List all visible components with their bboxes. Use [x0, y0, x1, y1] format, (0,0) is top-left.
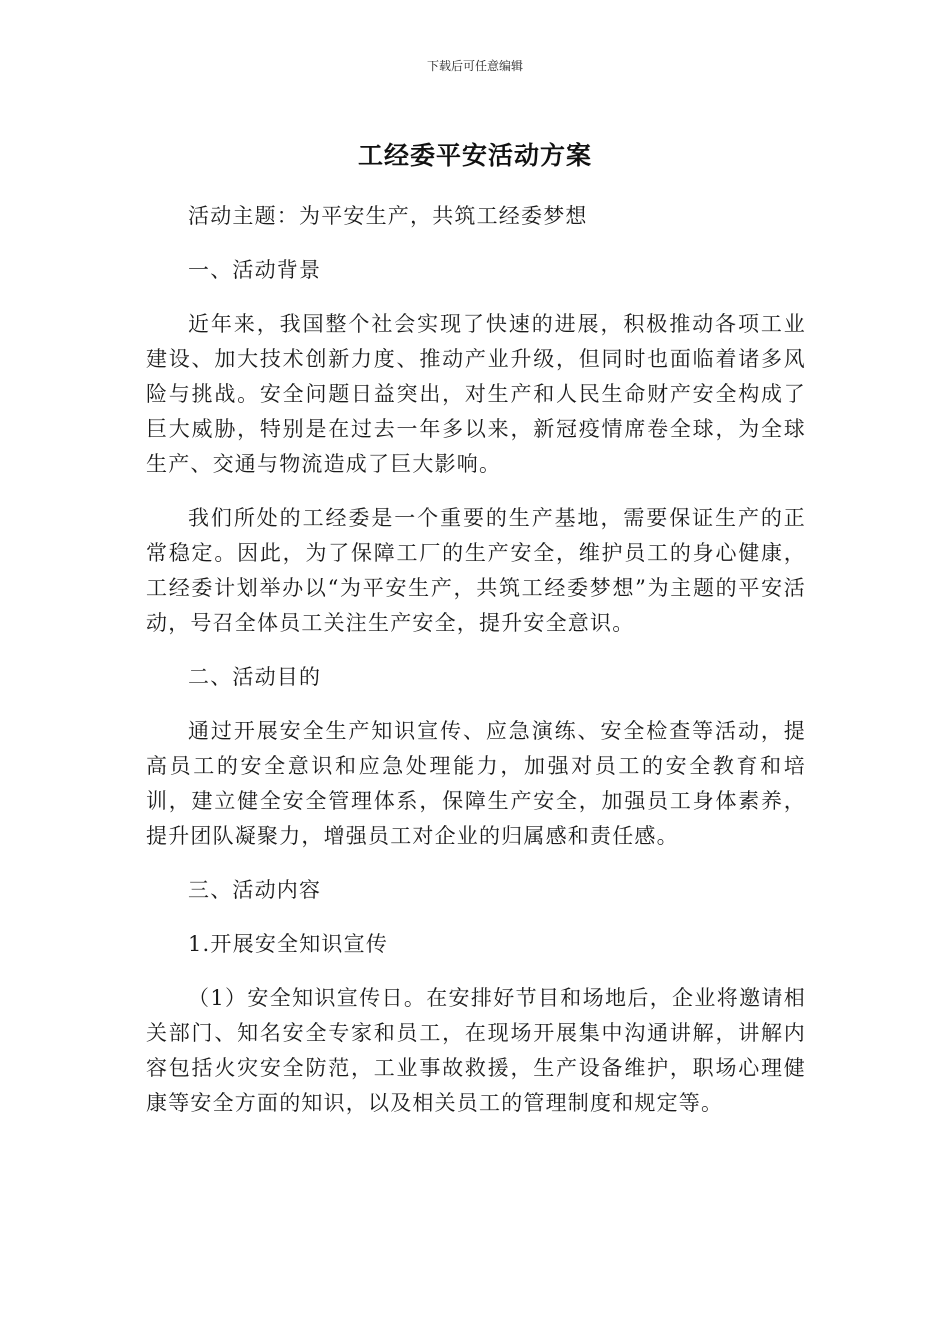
document-body [146, 199, 806, 1140]
section-heading-content: 三、活动内容 [188, 878, 322, 902]
paragraph-background-1: 近年来，我国整个社会实现了快速的进展，积极推动各项工业建设、加大技术创新力度、推动产业升级，但同时也面临着诸多风险与挑战。安全问题日益突出，对生产和人民生命财产安全构成了巨大威胁，特别是在过去一年多以来，新冠疫情席卷全球，为全球生产、交通与物流造成了巨大影响。 [146, 312, 806, 476]
header-note: 下载后可任意编辑 [426, 59, 523, 73]
document-title: 工经委平安活动方案 [357, 141, 592, 170]
activity-theme: 活动主题：为平安生产，共筑工经委梦想 [188, 204, 588, 228]
paragraph-background-2: 我们所处的工经委是一个重要的生产基地，需要保证生产的正常稳定。因此，为了保障工厂的生产安全，维护员工的身心健康，工经委计划举办以“为平安生产，共筑工经委梦想”为主题的平安活动，号召全体员工关注生产安全，提升安全意识。 [146, 506, 806, 635]
paragraph-knowledge-day: （1）安全知识宣传日。在安排好节目和场地后，企业将邀请相关部门、知名安全专家和员工，在现场开展集中沟通讲解，讲解内容包括火灾安全防范，工业事故救援，生产设备维护，职场心理健康等安全方面的知识，以及相关员工的管理制度和规定等。 [146, 986, 806, 1115]
section-heading-purpose: 二、活动目的 [188, 665, 322, 689]
section-heading-background: 一、活动背景 [188, 258, 322, 282]
subsection-heading-knowledge: 1.开展安全知识宣传 [188, 932, 389, 956]
paragraph-purpose: 通过开展安全生产知识宣传、应急演练、安全检查等活动，提高员工的安全意识和应急处理能力，加强对员工的安全教育和培训，建立健全安全管理体系，保障生产安全，加强员工身体素养，提升团队凝聚力，增强员工对企业的归属感和责任感。 [146, 719, 806, 848]
